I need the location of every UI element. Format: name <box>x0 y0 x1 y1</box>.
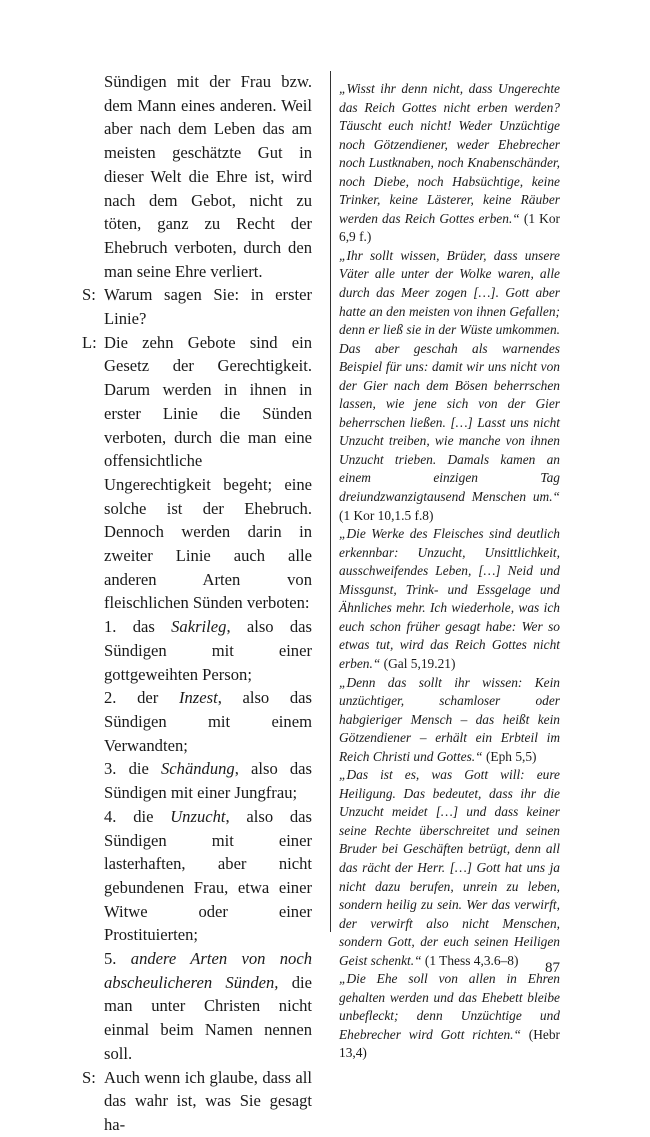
list-item-term: Schändung <box>160 759 235 779</box>
list-item <box>82 805 312 947</box>
quote-text: „Ihr sollt wissen, Brüder, dass unsere Väter alle unter der Wolke waren, alle durch das Meer zogen […]. Gott aber hatte an den meisten von ihnen Gefallen; denn er ließ sie in der Wüste umkommen. Das aber geschah als warnendes Beispiel für uns: damit wir uns nicht von der Gier nach dem Bösen beherrschen lassen, wie jene sich von der Gier beherrschen ließen. […] Lasst uns nicht Unzucht treiben, wie manche von ihnen Unzucht trieben. Damals kamen an einem einzigen Tag dreiundzwanzigtausend Menschen um.“ <box>339 247 560 505</box>
list-item <box>82 757 312 804</box>
dialogue-paragraph-student <box>82 283 312 330</box>
list-item <box>82 615 312 686</box>
list-item-prefix: 3. die <box>104 759 161 779</box>
bible-quote <box>339 766 560 970</box>
list-item-text: , also das Sündigen mit einer Jungfrau; <box>104 759 312 803</box>
list-item-text: , also das Sündigen mit einer gottgeweihten Person; <box>104 617 312 684</box>
list-item-term: andere Arten von noch abscheulicheren Sünden, <box>104 949 312 992</box>
quote-reference: (Hebr 13,4) <box>339 1026 560 1061</box>
paragraph-text: Auch wenn ich glaube, dass all das wahr ist, was Sie gesagt ha- <box>104 1067 312 1134</box>
list-item-term: Unzucht <box>170 806 226 826</box>
quote-reference: (1 Kor 6,9 f.) <box>339 210 560 245</box>
speaker-label: S: <box>82 285 96 305</box>
paragraph-text: Warum sagen Sie: in erster Linie? <box>104 285 312 329</box>
continued-paragraph: Sündigen mit der Frau bzw. dem Mann eines anderen. Weil aber nach dem Leben das am meisten geschätzte Gut in dieser Welt die Ehre ist, wird nach dem Gebot, nicht zu töten, ganz zu Recht der Ehebruch verboten, durch den man seine Ehre verliert. <box>104 72 312 281</box>
main-text-column <box>82 70 312 1137</box>
speaker-label: L: <box>82 332 97 352</box>
list-item-text: , also das Sündigen mit einer lasterhaften, aber nicht gebundenen Frau, etwa einer Witwe oder einer Prostituierten; <box>104 806 312 945</box>
quote-reference: (Eph 5,5) <box>485 748 537 764</box>
quote-reference: (Gal 5,19.21) <box>383 655 456 671</box>
sidebar-quotes <box>339 80 560 1063</box>
list-item-prefix: 2. der <box>104 688 179 708</box>
speaker-label: S: <box>82 1067 96 1087</box>
paragraph-text: Die zehn Gebote sind ein Gesetz der Gerechtigkeit. Darum werden in ihnen in erster Linie die Sünden verboten, durch die man eine offensichtliche Ungerechtigkeit begeht; eine solche ist der Ehebruch. Dennoch werden darin in zweiter Linie auch alle anderen Arten von fleischlichen Sünden verboten: <box>104 332 312 613</box>
bible-quote <box>339 80 560 247</box>
bible-quote <box>339 970 560 1063</box>
list-item-term: Inzest <box>178 688 218 708</box>
bible-quote <box>339 525 560 673</box>
bible-quote <box>339 674 560 767</box>
list-item-term: Sakrileg <box>171 617 227 637</box>
quote-text: „Wisst ihr denn nicht, dass Ungerechte das Reich Gottes nicht erben werden? Täuscht euch nicht! Weder Unzüchtige noch Götzendiener, weder Ehebrecher noch Lustknaben, noch Knabenschänder, noch Diebe, noch Habsüchtige, keine Trinker, keine Lästerer, keine Räuber werden das Reich Gottes erben.“ <box>339 81 560 226</box>
list-item <box>82 686 312 757</box>
quote-reference: (1 Kor 10,1.5 f.8) <box>339 507 434 523</box>
list-item-text: , also das Sündigen mit einem Verwandten; <box>104 688 313 755</box>
list-item-prefix: 4. die <box>104 806 171 826</box>
list-item-prefix: 5. <box>104 949 131 969</box>
list-item <box>82 947 312 1066</box>
quote-reference: (1 Thess 4,3.6–8) <box>424 952 519 968</box>
quote-text: „Denn das sollt ihr wissen: Kein unzüchtiger, schamloser oder habgieriger Mensch – das heißt kein Götzendiener – erhält ein Erbteil im Reich Christi und Gottes.“ <box>339 674 560 764</box>
page-number: 87 <box>545 960 560 976</box>
quote-text: „Das ist es, was Gott will: eure Heiligung. Das bedeutet, dass ihr die Unzucht meidet […] und dass keiner seine Rechte überschreitet und seinen Bruder bei Geschäften betrügt, denn all das rächt der Herr. […] Gott hat uns ja nicht dazu berufen, unrein zu leben, sondern heilig zu sein. Wer das verwirft, der verwirft also nicht Menschen, sondern Gott, der euch seinen Heiligen Geist schenkt.“ <box>339 767 560 968</box>
quote-text: „Die Ehe soll von allen in Ehren gehalten werden und das Ehebett bleibe unbefleckt; denn Unzüchtige und Ehebrecher wird Gott richten.“ <box>339 971 560 1042</box>
bible-quote <box>339 247 560 525</box>
quote-text: „Die Werke des Fleisches sind deutlich erkennbar: Unzucht, Unsittlichkeit, ausschweifendes Leben, […] Neid und Missgunst, Trink- und Essgelage und Ähnliches mehr. Ich wiederhole, was ich euch schon früher gesagt habe: Wer so etwas tut, wird das Reich Gottes nicht erben.“ <box>339 526 560 671</box>
dialogue-paragraph-student <box>82 1066 312 1137</box>
list-item-prefix: 1. das <box>104 617 172 637</box>
dialogue-paragraph-teacher <box>82 331 312 615</box>
list-item-text: die man unter Christen nicht einmal beim Namen nennen soll. <box>104 972 312 1063</box>
column-divider <box>330 71 331 932</box>
